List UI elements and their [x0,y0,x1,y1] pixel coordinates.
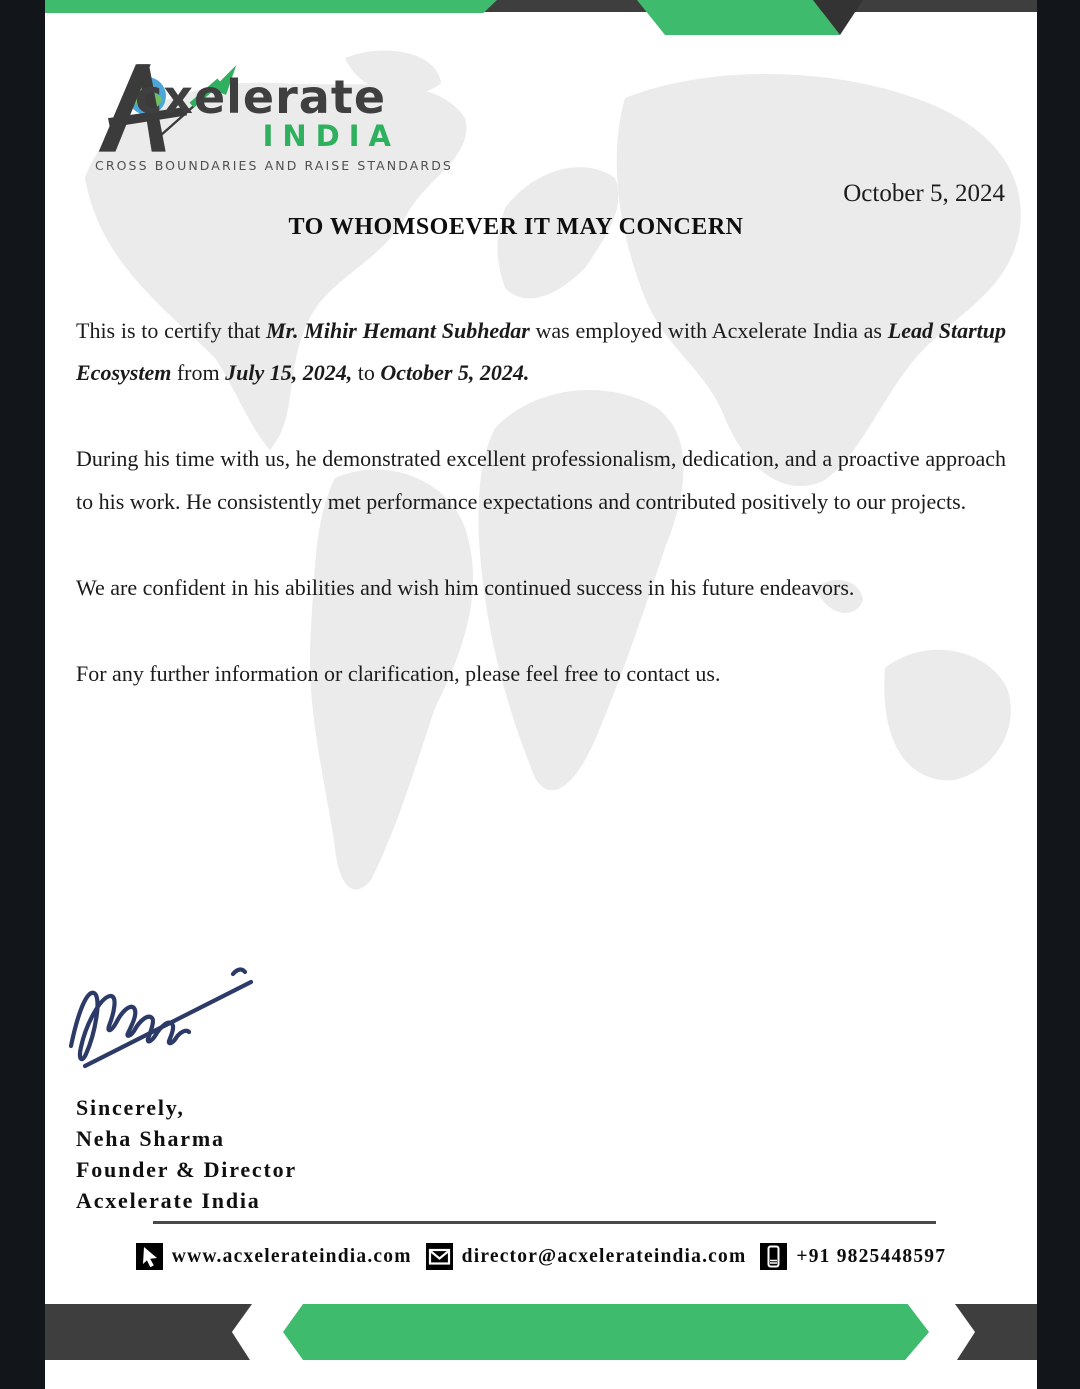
company-logo [95,52,453,180]
phone-icon [760,1243,787,1270]
letter-body [76,310,1006,739]
body-text: was employed with Acxelerate India as [529,318,888,343]
body-text: For any further information or clarification, please feel free to contact us. [76,661,721,687]
top-banner-green-bar [45,0,497,13]
cursor-icon [136,1243,163,1270]
letter-paragraph [76,567,1006,609]
body-text: from [171,360,226,386]
phone-text: +91 9825448597 [796,1245,947,1267]
letter-heading: TO WHOMSOEVER IT MAY CONCERN [288,214,744,240]
envelope-icon [426,1243,453,1270]
website-text: www.acxelerateindia.com [171,1245,412,1267]
brand-name: cxelerate [135,70,387,124]
emphasis-text: Mr. Mihir Hemant Subhedar [266,318,530,343]
page-frame-right [1037,0,1080,1389]
signature-block [76,1092,297,1216]
body-text: This is to certify that [76,318,267,343]
footer-contact-bar [45,1243,1037,1270]
signatory-company: Acxelerate India [76,1188,261,1213]
bottom-banner-dark-right [955,1304,1037,1360]
letter-paragraph [76,438,1006,522]
emphasis-text: July 15, 2024, [225,360,353,386]
emphasis-text: Lead Startup Ecosystem [76,318,1006,386]
body-text: We are confident in his abilities and wish him continued success in his future endeavors. [76,574,855,600]
email-contact [426,1243,747,1270]
footer-divider-line [153,1221,936,1224]
letter-date: October 5, 2024 [843,180,1005,207]
bottom-banner-green-ribbon [283,1304,929,1360]
brand-tagline: CROSS BOUNDARIES AND RAISE STANDARDS [95,158,453,173]
signatory-title: Founder & Director [76,1157,297,1182]
page-frame-left [0,0,45,1389]
body-text: to [352,360,381,386]
emphasis-text: October 5, 2024. [380,360,530,386]
letter-paragraph [76,310,1006,394]
signature-closing: Sincerely, [76,1095,185,1120]
website-contact [136,1243,412,1270]
bottom-banner-dark-left [45,1304,252,1360]
brand-subname: INDIA [262,119,400,153]
handwritten-signature [55,946,267,1088]
body-text: During his time with us, he demonstrated excellent professionalism, dedication, and a proactive approach to his work. He consistently met performance expectations and contributed positively to our projects. [76,446,1006,514]
phone-contact [760,1243,946,1270]
letter-paragraph [76,653,1006,695]
top-banner-green-parallelogram [637,0,840,35]
email-text: director@acxelerateindia.com [461,1245,747,1267]
signatory-name: Neha Sharma [76,1126,225,1151]
